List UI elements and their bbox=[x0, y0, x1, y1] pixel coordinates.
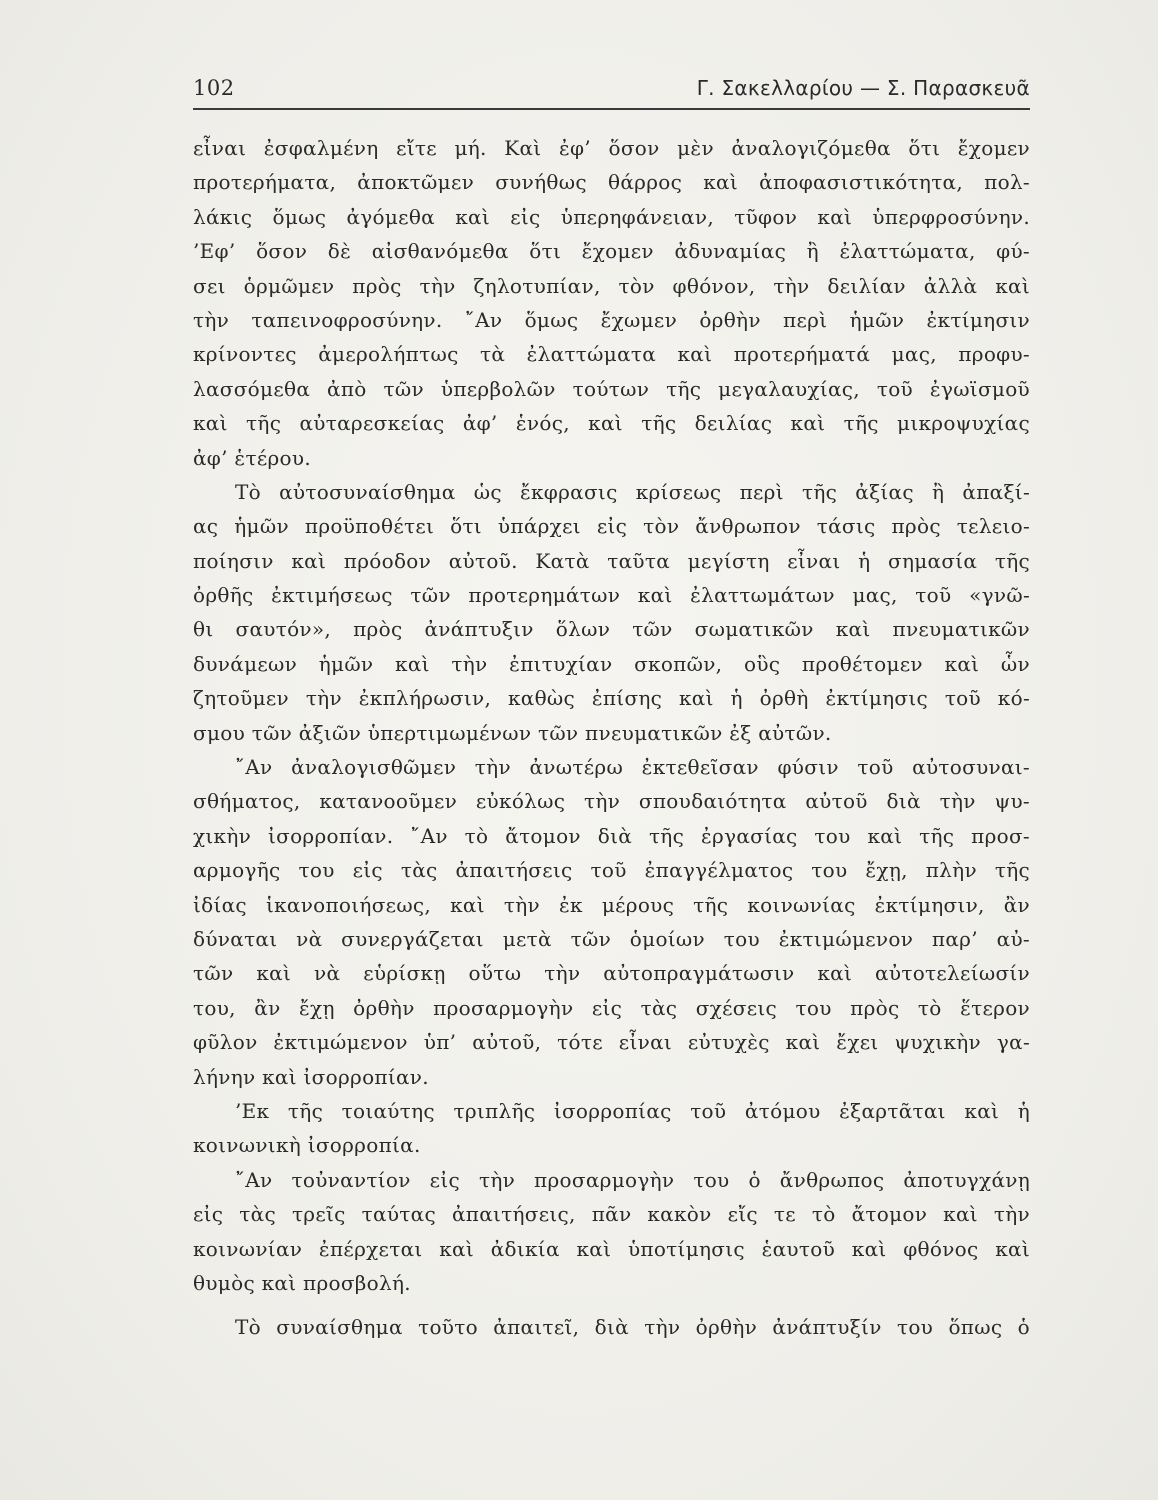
text-line: δύναται νὰ συνεργάζεται μετὰ τῶν ὁμοίων του ἐκτιμώμενον παρ’ αὐ- bbox=[193, 926, 1030, 951]
paragraph bbox=[193, 1163, 1030, 1301]
text-line: καὶ τῆς αὐταρεσκείας ἀφ’ ἑνός, καὶ τῆς δειλίας καὶ τῆς μικροψυχίας bbox=[193, 411, 1030, 436]
text-line: εἰς τὰς τρεῖς ταύτας ἀπαιτήσεις, πᾶν κακὸν εἴς τε τὸ ἄτομον καὶ τὴν bbox=[193, 1202, 1030, 1227]
text-line: φῦλον ἐκτιμώμενον ὑπ’ αὐτοῦ, τότε εἶναι εὐτυχὲς καὶ ἔχει ψυχικὴν γα- bbox=[193, 1030, 1030, 1055]
page-header bbox=[193, 72, 1030, 108]
text-line: ῎Αν τοὐναντίον εἰς τὴν προσαρμογὴν του ὁ ἄνθρωπος ἀποτυγχάνῃ bbox=[235, 1167, 1030, 1192]
text-line: εἶναι ἐσφαλμένη εἴτε μή. Καὶ ἐφ’ ὅσον μὲν ἀναλογιζόμεθα ὅτι ἔχομεν bbox=[193, 136, 1030, 160]
text-line: λήνην καὶ ἰσορροπίαν. bbox=[193, 1064, 429, 1089]
text-line: ὀρθῆς ἐκτιμήσεως τῶν προτερημάτων καὶ ἐλαττωμάτων μας, τοῦ «γνῶ- bbox=[193, 583, 1030, 608]
text-line: ζητοῦμεν τὴν ἐκπλήρωσιν, καθὼς ἐπίσης καὶ ἡ ὀρθὴ ἐκτίμησις τοῦ κό- bbox=[193, 686, 1030, 711]
text-line: του, ἂν ἔχῃ ὀρθὴν προσαρμογὴν εἰς τὰς σχέσεις του πρὸς τὸ ἕτερον bbox=[193, 995, 1030, 1020]
text-line: Τὸ συναίσθημα τοῦτο ἀπαιτεῖ, διὰ τὴν ὀρθὴν ἀνάπτυξίν του ὅπως ὁ bbox=[235, 1315, 1030, 1340]
text-line: τῶν καὶ νὰ εὑρίσκῃ οὕτω τὴν αὐτοπραγμάτωσιν καὶ αὐτοτελείωσίν bbox=[193, 961, 1030, 986]
text-line: λασσόμεθα ἀπὸ τῶν ὑπερβολῶν τούτων τῆς μεγαλαυχίας, τοῦ ἐγωϊσμοῦ bbox=[193, 376, 1030, 401]
running-head: Γ. Σακελλαρίου — Σ. Παρασκευᾶ bbox=[696, 76, 1030, 100]
header-rule bbox=[193, 108, 1030, 110]
text-line: κρίνοντες ἀμερολήπτως τὰ ἐλαττώματα καὶ προτερήματά μας, προφυ- bbox=[193, 342, 1030, 367]
paragraph bbox=[193, 475, 1030, 750]
text-line: αρμογῆς του εἰς τὰς ἀπαιτήσεις τοῦ ἐπαγγέλματος του ἔχῃ, πλὴν τῆς bbox=[193, 858, 1030, 883]
text-line: λάκις ὅμως ἀγόμεθα καὶ εἰς ὑπερηφάνειαν, τῦφον καὶ ὑπερφροσύνην. bbox=[193, 204, 1030, 229]
text-line: ας ἡμῶν προϋποθέτει ὅτι ὑπάρχει εἰς τὸν ἄνθρωπον τάσις πρὸς τελειο- bbox=[193, 514, 1030, 539]
text-line: ῎Αν ἀναλογισθῶμεν τὴν ἀνωτέρω ἐκτεθεῖσαν φύσιν τοῦ αὐτοσυναι- bbox=[235, 755, 1030, 780]
text-line: σθήματος, κατανοοῦμεν εὐκόλως τὴν σπουδαιότητα αὐτοῦ διὰ τὴν ψυ- bbox=[193, 789, 1030, 814]
text-line: κοινωνικὴ ἰσορροπία. bbox=[193, 1133, 421, 1158]
text-line: τὴν ταπεινοφροσύνην. ῎Αν ὅμως ἔχωμεν ὀρθὴν περὶ ἡμῶν ἐκτίμησιν bbox=[193, 307, 1030, 332]
text-line: ποίησιν καὶ πρόοδον αὐτοῦ. Κατὰ ταῦτα μεγίστη εἶναι ἡ σημασία τῆς bbox=[193, 548, 1030, 573]
page-number: 102 bbox=[193, 76, 235, 100]
text-line: ’Εφ’ ὅσον δὲ αἰσθανόμεθα ὅτι ἔχομεν ἀδυναμίας ἢ ἐλαττώματα, φύ- bbox=[193, 239, 1030, 264]
text-line: κοινωνίαν ἐπέρχεται καὶ ἀδικία καὶ ὑποτίμησις ἑαυτοῦ καὶ φθόνος καὶ bbox=[193, 1236, 1030, 1261]
text-line: χικὴν ἰσορροπίαν. ῎Αν τὸ ἄτομον διὰ τῆς ἐργασίας του καὶ τῆς προσ- bbox=[193, 823, 1030, 848]
paragraph bbox=[193, 1094, 1030, 1163]
text-line: σμου τῶν ἀξιῶν ὑπερτιμωμένων τῶν πνευματικῶν ἐξ αὐτῶν. bbox=[193, 720, 832, 745]
text-line: ’Εκ τῆς τοιαύτης τριπλῆς ἰσορροπίας τοῦ ἀτόμου ἐξαρτᾶται καὶ ἡ bbox=[235, 1098, 1030, 1123]
body-text bbox=[193, 131, 1030, 1345]
paragraph bbox=[193, 750, 1030, 1094]
text-line: σει ὁρμῶμεν πρὸς τὴν ζηλοτυπίαν, τὸν φθόνον, τὴν δειλίαν ἀλλὰ καὶ bbox=[193, 273, 1030, 298]
paragraph bbox=[193, 1310, 1030, 1344]
text-line: δυνάμεων ἡμῶν καὶ τὴν ἐπιτυχίαν σκοπῶν, οὓς προθέτομεν καὶ ὧν bbox=[193, 651, 1030, 676]
paragraph bbox=[193, 131, 1030, 475]
text-line: Τὸ αὐτοσυναίσθημα ὡς ἔκφρασις κρίσεως περὶ τῆς ἀξίας ἢ ἀπαξί- bbox=[235, 479, 1030, 504]
paragraph-spacer bbox=[193, 1300, 1030, 1310]
text-line: προτερήματα, ἀποκτῶμεν συνήθως θάρρος καὶ ἀποφασιστικότητα, πολ- bbox=[193, 170, 1030, 195]
text-line: θυμὸς καὶ προσβολή. bbox=[193, 1270, 411, 1295]
text-line: ἰδίας ἱκανοποιήσεως, καὶ τὴν ἐκ μέρους τῆς κοινωνίας ἐκτίμησιν, ἂν bbox=[193, 892, 1030, 917]
text-line: ἀφ’ ἑτέρου. bbox=[193, 445, 311, 470]
text-line: θι σαυτόν», πρὸς ἀνάπτυξιν ὅλων τῶν σωματικῶν καὶ πνευματικῶν bbox=[193, 617, 1030, 642]
